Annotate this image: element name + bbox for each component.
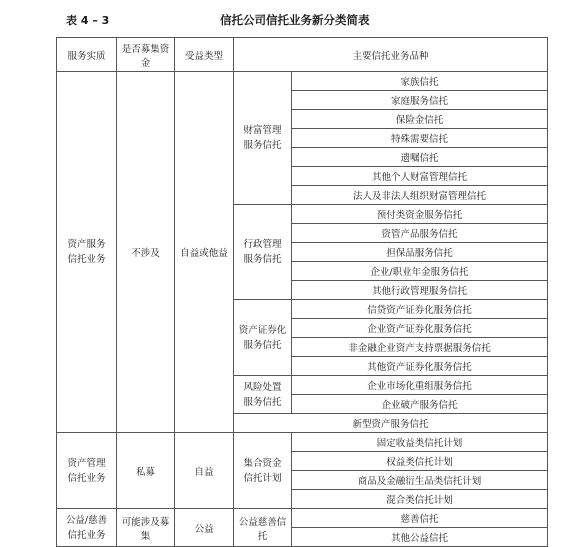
list-item: 企业破产服务信托 (292, 395, 548, 414)
list-item: 家族信托 (292, 72, 548, 91)
list-item: 家庭服务信托 (292, 91, 548, 110)
list-item: 资管产品服务信托 (292, 224, 548, 243)
asset-mgmt-nature-line1: 资产管理 (67, 457, 106, 469)
collective-fund-category-cell (234, 433, 292, 509)
list-item: 特殊需要信托 (292, 129, 548, 148)
list-item: 保险金信托 (292, 110, 548, 129)
asset-mgmt-nature-cell (57, 433, 117, 509)
header-service-nature: 服务实质 (57, 38, 117, 72)
list-item: 担保品服务信托 (292, 243, 548, 262)
asset-service-nature-line1: 资产服务 (67, 239, 106, 250)
list-item: 慈善信托 (292, 509, 548, 528)
charity-nature-line1: 公益/慈善 (65, 514, 108, 526)
list-item: 混合类信托计划 (292, 490, 548, 509)
charity-nature-cell (57, 509, 117, 547)
securitization-category-cell (234, 300, 292, 376)
list-item: 信贷资产证券化服务信托 (292, 300, 548, 319)
list-item: 固定收益类信托计划 (292, 433, 548, 452)
list-item: 预付类资金服务信托 (292, 205, 548, 224)
header-row (57, 38, 548, 72)
admin-mgmt-line1: 行政管理 (243, 239, 282, 250)
header-benefit-type: 受益类型 (175, 38, 234, 72)
list-item: 其他个人财富管理信托 (292, 167, 548, 186)
securitization-line2: 服务信托 (243, 339, 282, 351)
list-item: 企业市场化重组服务信托 (292, 376, 548, 395)
trust-classification-table (56, 37, 548, 547)
table-row (57, 433, 548, 452)
table-title: 信托公司信托业务新分类简表 (220, 13, 370, 27)
header-fundraising: 是否募集资金 (117, 38, 175, 72)
list-item: 其他行政管理服务信托 (292, 281, 548, 300)
asset-service-nature-line2: 信托业务 (67, 254, 106, 265)
table-number: 表 4 – 3 (66, 14, 110, 27)
risk-disposal-line1: 风险处置 (243, 381, 282, 393)
asset-mgmt-fundraising-cell: 私募 (117, 433, 175, 509)
collective-fund-line2: 信托计划 (243, 472, 282, 484)
list-item: 法人及非法人组织财富管理信托 (292, 186, 548, 205)
list-item: 企业资产证券化服务信托 (292, 319, 548, 338)
list-item: 权益类信托计划 (292, 452, 548, 471)
list-item: 企业/职业年金服务信托 (292, 262, 548, 281)
wealth-mgmt-line1: 财富管理 (243, 125, 282, 136)
securitization-line1: 资产证券化 (238, 324, 287, 336)
asset-service-fundraising-cell: 不涉及 (117, 72, 175, 433)
table-row (57, 72, 548, 91)
list-item: 其他资产证券化服务信托 (292, 357, 548, 376)
list-item: 商品及金融衍生品类信托计划 (292, 471, 548, 490)
table-caption (0, 4, 586, 34)
list-item: 非金融企业资产支持票据服务信托 (292, 338, 548, 357)
charity-nature-line2: 信托业务 (67, 529, 106, 541)
header-main-varieties: 主要信托业务品种 (234, 38, 548, 72)
list-item: 其他公益信托 (292, 528, 548, 547)
asset-service-benefit-cell: 自益或他益 (175, 72, 234, 433)
new-asset-service-trust-cell: 新型资产服务信托 (234, 414, 548, 433)
charity-category-cell: 公益慈善信托 (234, 509, 292, 547)
admin-mgmt-line2: 服务信托 (243, 254, 282, 265)
wealth-mgmt-line2: 服务信托 (243, 140, 282, 151)
asset-mgmt-nature-line2: 信托业务 (67, 472, 106, 484)
risk-disposal-line2: 服务信托 (243, 396, 282, 408)
admin-mgmt-category-cell (234, 205, 292, 300)
charity-benefit-cell: 公益 (175, 509, 234, 547)
list-item: 遗嘱信托 (292, 148, 548, 167)
collective-fund-line1: 集合资金 (243, 457, 282, 469)
asset-service-nature-cell (57, 72, 117, 433)
charity-fundraising-cell: 可能涉及募集 (117, 509, 175, 547)
wealth-mgmt-category-cell (234, 72, 292, 205)
table-row (57, 509, 548, 528)
asset-mgmt-benefit-cell: 自益 (175, 433, 234, 509)
risk-disposal-category-cell (234, 376, 292, 414)
